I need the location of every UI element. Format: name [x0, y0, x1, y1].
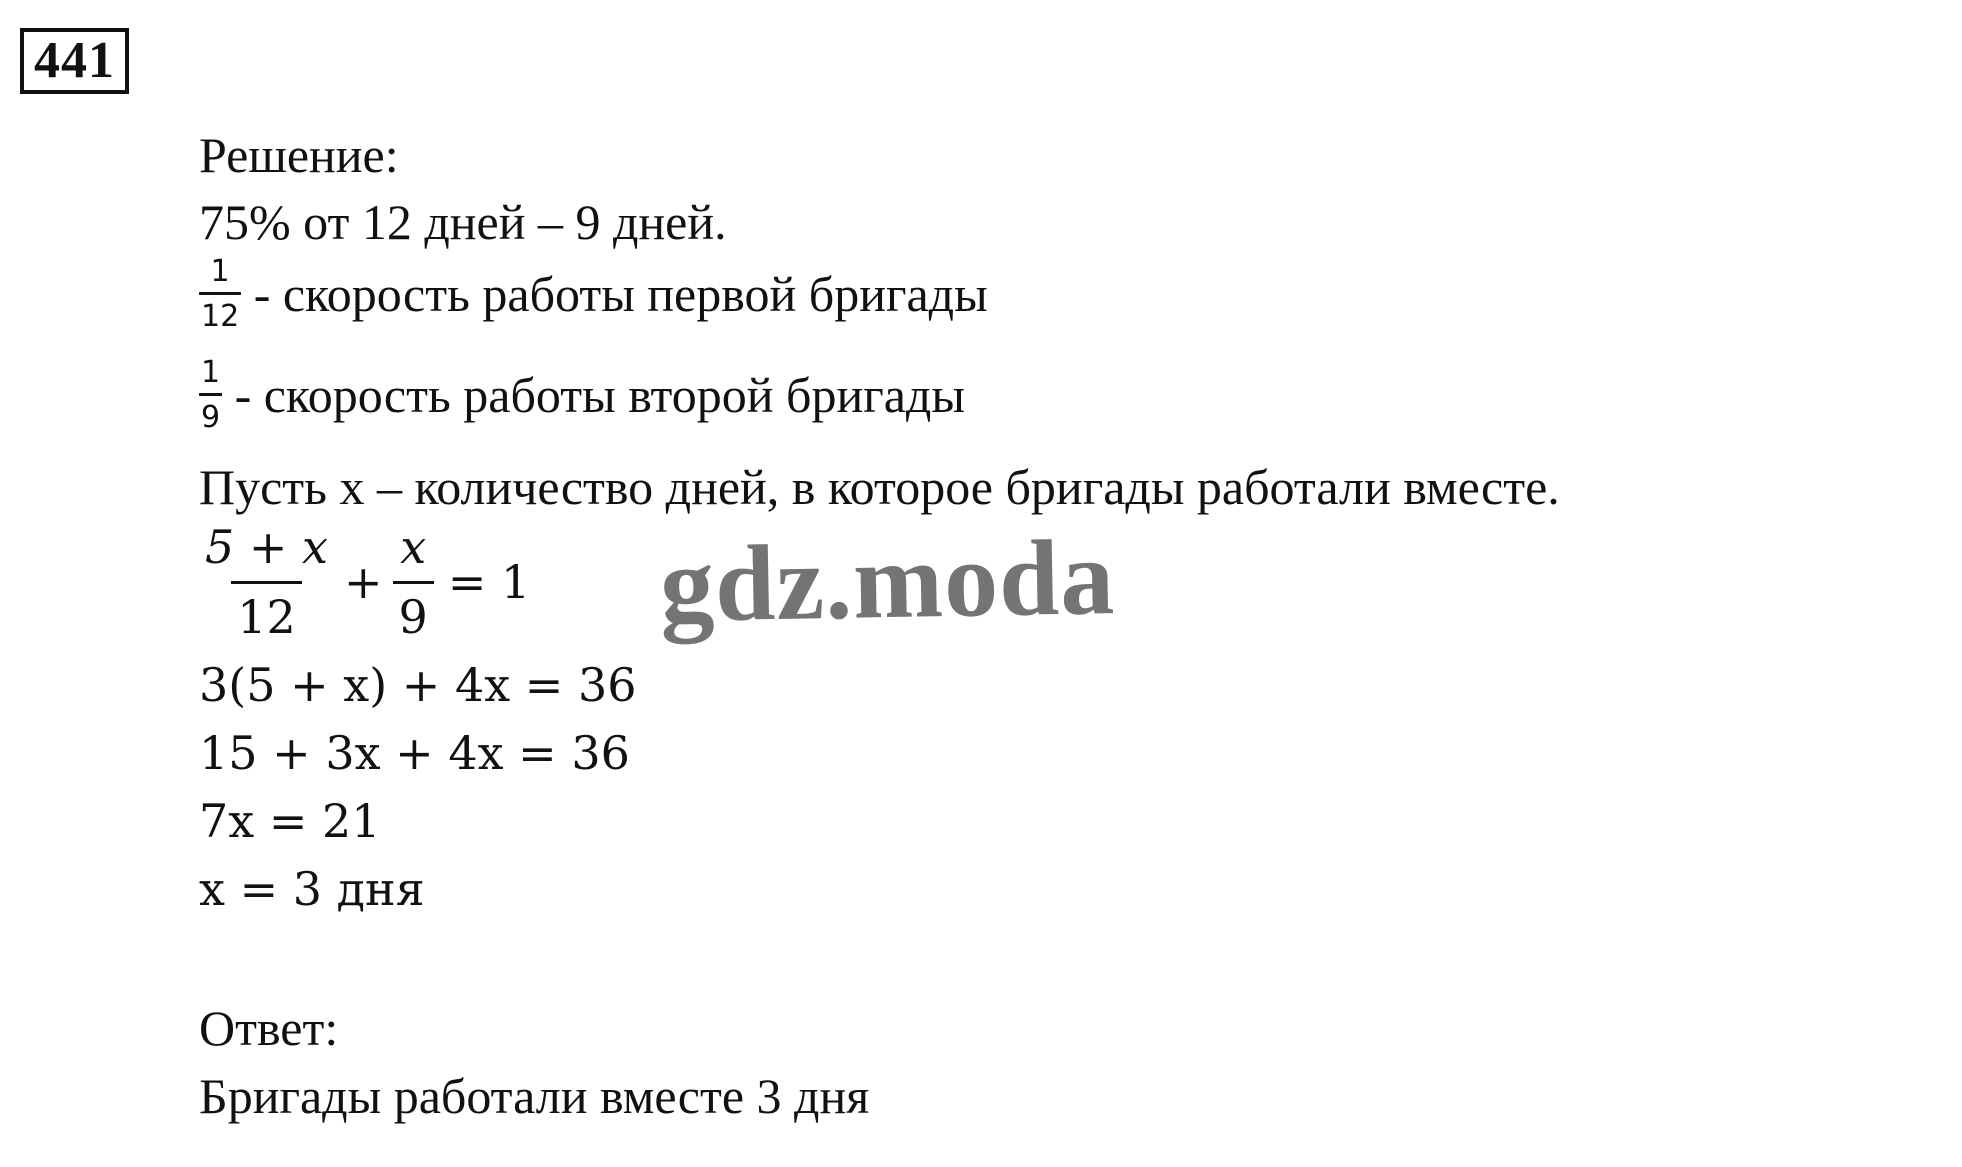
speed-first-line [199, 256, 988, 332]
percent-line: 75% от 12 дней – 9 дней. [199, 194, 727, 250]
speed-second-fraction [199, 357, 222, 433]
step-1: 3(5 + x) + 4x = 36 [199, 658, 637, 712]
equation-rhs: = 1 [447, 555, 531, 610]
speed-second-line [199, 357, 965, 433]
solution-label: Решение: [199, 127, 399, 183]
step-3: 7x = 21 [199, 794, 381, 848]
equation-fraction-left [199, 522, 334, 642]
plus-sign: + [344, 555, 383, 610]
answer-label: Ответ: [199, 1000, 339, 1056]
watermark: gdz.moda [658, 518, 1117, 645]
speed-second-text: - скорость работы второй бригады [222, 367, 965, 423]
equation-fraction-right [393, 522, 434, 642]
fraction-numerator: 1 [201, 355, 221, 390]
fraction-denominator: 9 [199, 393, 222, 434]
task-number: 441 [20, 28, 129, 94]
fraction-denominator: 12 [199, 292, 241, 333]
answer-text: Бригады работали вместе 3 дня [199, 1068, 870, 1124]
fraction-denominator: 12 [231, 581, 302, 643]
fraction-numerator: x [400, 520, 427, 574]
fraction-numerator: 1 [210, 254, 230, 289]
let-line: Пусть x – количество дней, в которое бригады работали вместе. [199, 459, 1560, 515]
speed-first-fraction [199, 256, 241, 332]
step-2: 15 + 3x + 4x = 36 [199, 726, 630, 780]
fraction-denominator: 9 [393, 581, 434, 643]
step-4: x = 3 дня [199, 862, 425, 916]
fraction-numerator: 5 + x [205, 520, 328, 574]
speed-first-text: - скорость работы первой бригады [241, 266, 988, 322]
equation [199, 522, 530, 642]
